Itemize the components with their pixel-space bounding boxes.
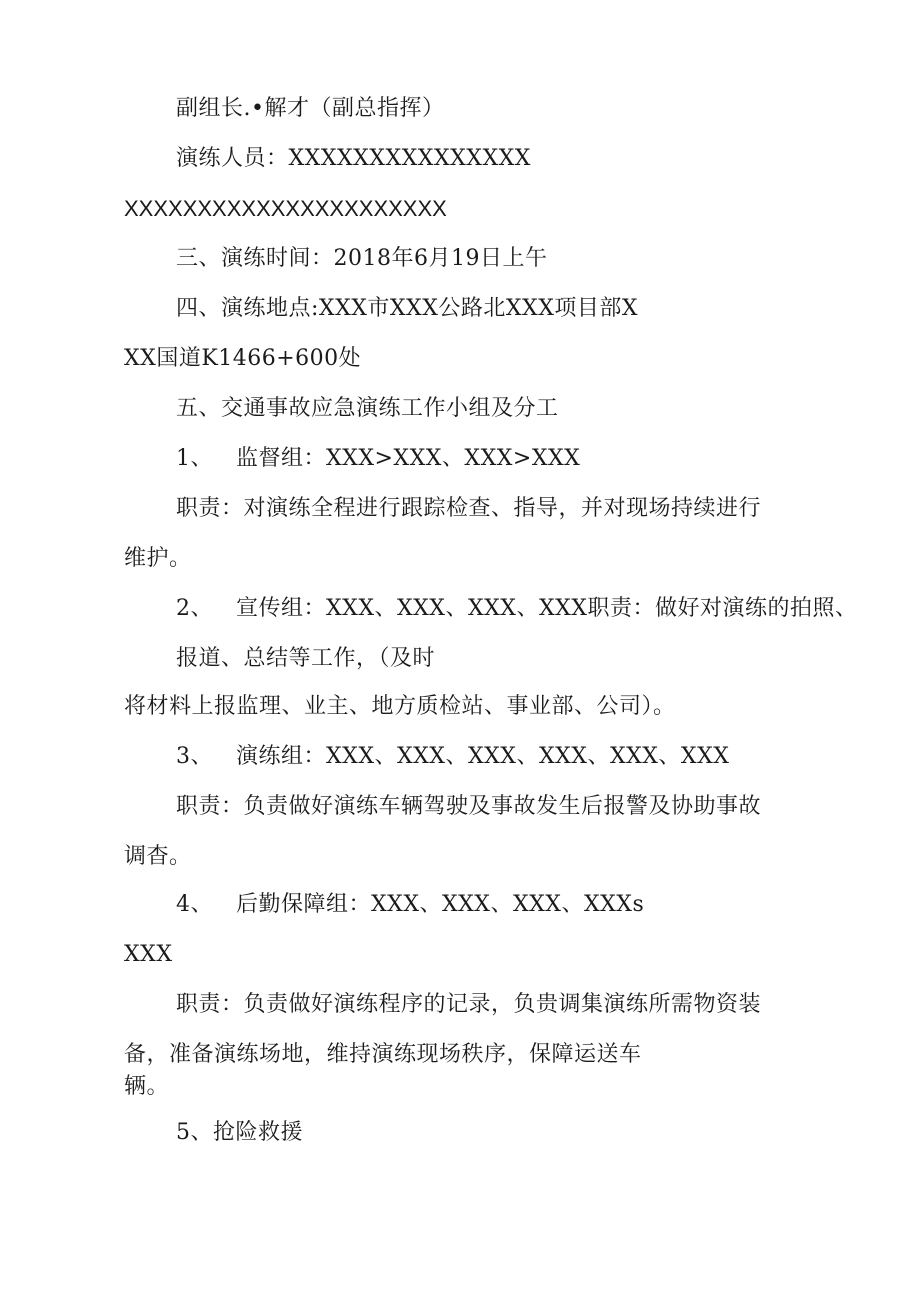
item-4-duty-line-a: 职责：负责做好演练程序的记录，负贵调集演练所需物资装 — [176, 992, 762, 1017]
drill-location-line: 四、演练地点:XXX市XXX公路北XXX项目部X — [176, 296, 639, 321]
item-2-text: 宣传组：XXX、XXX、XXX、XXX职责：做好对演练的拍照、 — [236, 596, 858, 621]
drill-personnel-continuation: XXXXXXXXXXXXXXXXXXXXXX — [124, 196, 447, 221]
item-4-logistics-group — [176, 890, 644, 920]
drill-time-line: 三、演练时间：2018年6月19日上午 — [176, 246, 548, 271]
item-1-number: 1、 — [176, 446, 213, 471]
drill-location-continuation: XX国道K1466+600处 — [124, 346, 362, 371]
item-4-text: 后勤保障组：XXX、XXX、XXX、XXXs — [236, 892, 645, 917]
item-3-drill-group — [176, 742, 729, 772]
item-1-duty-line-b: 维护。 — [124, 546, 192, 571]
section-five-heading: 五、交通事故应急演练工作小组及分工 — [176, 396, 559, 421]
item-3-duty-line-b: 调杳。 — [124, 844, 192, 869]
item-4-number: 4、 — [176, 892, 213, 917]
item-3-text: 演练组：XXX、XXX、XXX、XXX、XXX、XXX — [236, 744, 730, 769]
deputy-leader-line: 副组长.•解才（副总指挥） — [176, 96, 445, 121]
item-2-publicity-group — [176, 594, 857, 624]
drill-personnel-line: 演练人员：XXXXXXXXXXXXXXX — [176, 146, 531, 171]
item-2-continuation-a: 报道、总结等工作，（及时 — [176, 646, 436, 671]
item-1-duty-line-a: 职责：对演练全程进行跟踪检查、指导，并对现场持续进行 — [176, 496, 762, 521]
item-1-text: 监督组：XXX>XXX、XXX>XXX — [236, 446, 581, 471]
item-2-number: 2、 — [176, 596, 213, 621]
item-3-duty-line-a: 职责：负责做好演练车辆驾驶及事故发生后报警及协助事故 — [176, 794, 762, 819]
item-5-rescue-heading: 5、抢险救援 — [176, 1120, 303, 1145]
item-3-number: 3、 — [176, 744, 213, 769]
item-4-duty-line-c: 辆。 — [124, 1074, 170, 1099]
item-4-duty-line-b: 备，准备演练场地，维持演练现场秩序，保障运送车 — [124, 1042, 642, 1067]
item-1-supervision-group — [176, 444, 580, 474]
item-2-continuation-b: 将材料上报监理、业主、地方质检站、事业部、公司）。 — [124, 694, 676, 719]
item-4-continuation: XXX — [124, 942, 173, 967]
